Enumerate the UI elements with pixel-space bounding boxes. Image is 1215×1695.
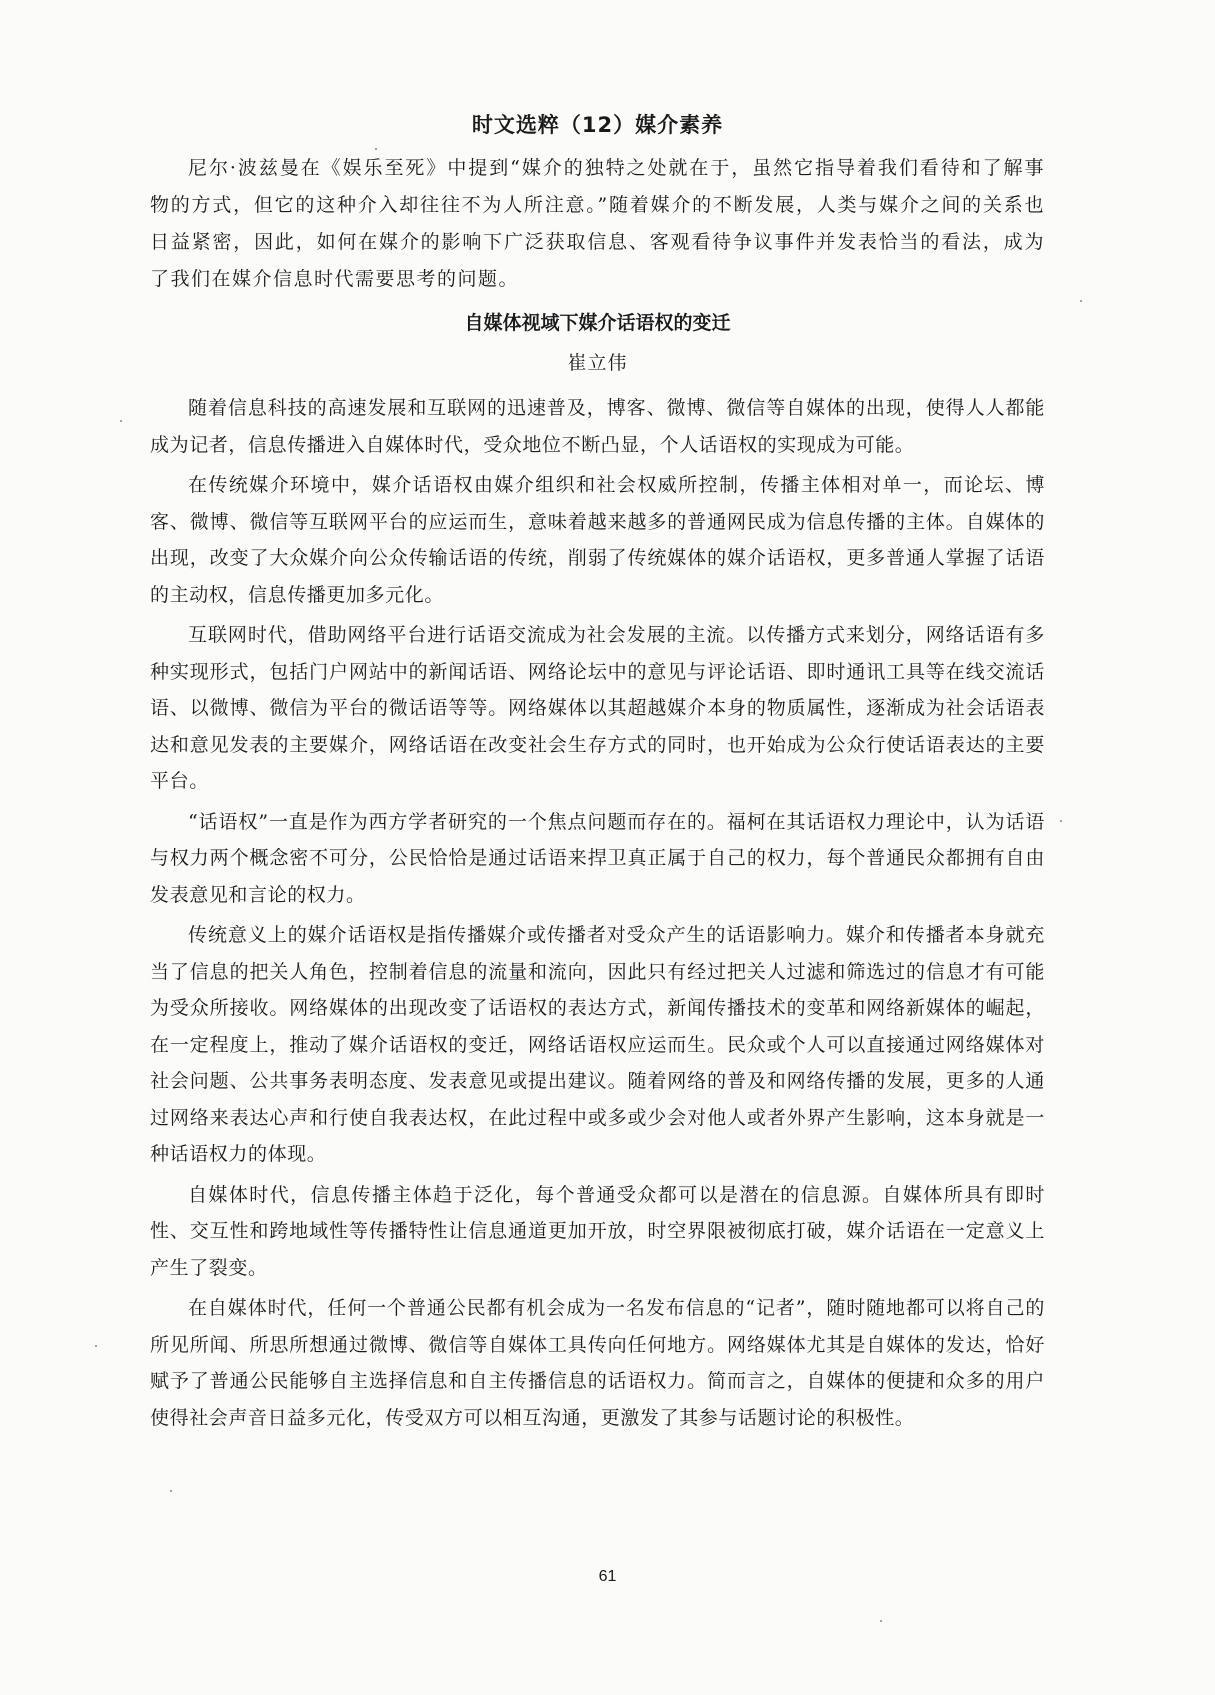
scan-speck	[170, 1490, 172, 1492]
scan-speck	[375, 148, 377, 150]
article-paragraph: 在自媒体时代，任何一个普通公民都有机会成为一名发布信息的“记者”，随时随地都可以将自己的所见所闻、所思所想通过微博、微信等自媒体工具传向任何地方。网络媒体尤其是自媒体的发达，恰好赋予了普通公民能够自主选择信息和自主传播信息的话语权力。简而言之，自媒体的便捷和众多的用户使得社会声音日益多元化，传受双方可以相互沟通，更激发了其参与话题讨论的积极性。	[150, 1297, 1045, 1429]
article-paragraph: 互联网时代，借助网络平台进行话语交流成为社会发展的主流。以传播方式来划分，网络话语有多种实现形式，包括门户网站中的新闻话语、网络论坛中的意见与评论话语、即时通讯工具等在线交流话语、以微博、微信为平台的微话语等等。网络媒体以其超越媒介本身的物质属性，逐渐成为社会话语表达和意见发表的主要媒介，网络话语在改变社会生存方式的同时，也开始成为公众行使话语表达的主要平台。	[150, 624, 1045, 792]
page-number: 61	[598, 1568, 617, 1585]
scan-speck	[1080, 300, 1082, 302]
scan-speck	[1060, 820, 1062, 822]
page-title: 时文选粹（12）媒介素养	[471, 113, 724, 137]
article-paragraph: “话语权”一直是作为西方学者研究的一个焦点问题而存在的。福柯在其话语权力理论中，认为话语与权力两个概念密不可分，公民恰恰是通过话语来捍卫真正属于自己的权力，每个普通民众都拥有自由发表意见和言论的权力。	[150, 810, 1045, 906]
article-title: 自媒体视域下媒介话语权的变迁	[464, 312, 731, 334]
article-author: 崔立伟	[567, 352, 628, 374]
scan-speck	[880, 1620, 882, 1622]
document-page	[150, 110, 1045, 1440]
article-paragraph: 自媒体时代，信息传播主体趋于泛化，每个普通受众都可以是潜在的信息源。自媒体所具有即时性、交互性和跨地域性等传播特性让信息通道更加开放，时空界限被彻底打破，媒介话语在一定意义上产生了裂变。	[150, 1183, 1045, 1279]
article-paragraph: 随着信息科技的高速发展和互联网的迅速普及，博客、微博、微信等自媒体的出现，使得人人都能成为记者，信息传播进入自媒体时代，受众地位不断凸显，个人话语权的实现成为可能。	[150, 397, 1045, 456]
scan-speck	[120, 420, 122, 422]
intro-paragraph: 尼尔·波兹曼在《娱乐至死》中提到“媒介的独特之处就在于，虽然它指导着我们看待和了解事物的方式，但它的这种介入却往往不为人所注意。”随着媒介的不断发展，人类与媒介之间的关系也日益紧密，因此，如何在媒介的影响下广泛获取信息、客观看待争议事件并发表恰当的看法，成为了我们在媒介信息时代需要思考的问题。	[150, 157, 1045, 290]
article-paragraph: 在传统媒介环境中，媒介话语权由媒介组织和社会权威所控制，传播主体相对单一，而论坛、博客、微博、微信等互联网平台的应运而生，意味着越来越多的普通网民成为信息传播的主体。自媒体的出现，改变了大众媒介向公众传输话语的传统，削弱了传统媒体的媒介话语权，更多普通人掌握了话语的主动权，信息传播更加多元化。	[150, 474, 1045, 606]
scan-speck	[95, 1345, 97, 1347]
article-paragraph: 传统意义上的媒介话语权是指传播媒介或传播者对受众产生的话语影响力。媒介和传播者本身就充当了信息的把关人角色，控制着信息的流量和流向，因此只有经过把关人过滤和筛选过的信息才有可能为受众所接收。网络媒体的出现改变了话语权的表达方式，新闻传播技术的变革和网络新媒体的崛起，在一定程度上，推动了媒介话语权的变迁，网络话语权应运而生。民众或个人可以直接通过网络媒体对社会问题、公共事务表明态度、发表意见或提出建议。随着网络的普及和网络传播的发展，更多的人通过网络来表达心声和行使自我表达权，在此过程中或多或少会对他人或者外界产生影响，这本身就是一种话语权力的体现。	[150, 924, 1045, 1165]
